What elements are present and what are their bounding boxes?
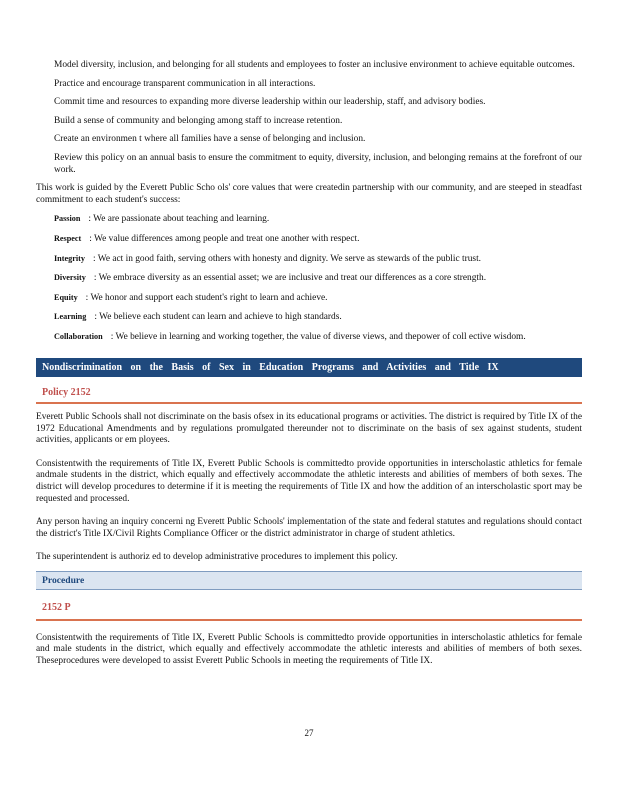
- page-number: 27: [304, 728, 314, 738]
- core-values-list: [36, 213, 582, 343]
- value-name: Equity: [54, 292, 78, 302]
- value-text: : We embrace diversity as an essential asset; we are inclusive and treat our differences as a core strength.: [93, 273, 487, 284]
- value-name: Passion: [54, 214, 81, 224]
- list-item-text: Commit time and resources to expanding more diverse leadership within our leadership, staff, and advisory bodies.: [54, 97, 486, 108]
- list-item: [36, 79, 582, 91]
- list-item: [36, 233, 582, 246]
- document-page: [36, 60, 582, 674]
- bullet-icon: [36, 134, 54, 146]
- bullet-icon: [36, 116, 54, 128]
- list-item: [36, 116, 582, 128]
- list-item: [36, 97, 582, 109]
- value-name: Integrity: [54, 253, 85, 263]
- value-name: Diversity: [54, 273, 86, 283]
- procedure-number: 2152 P: [36, 600, 582, 621]
- list-item-text: Practice and encourage transparent communication in all interactions.: [54, 78, 316, 89]
- section-title-banner: Nondiscrimination on the Basis of Sex in Education Programs and Activities and Title IX: [36, 358, 582, 377]
- bullet-icon: [36, 213, 54, 226]
- policy-paragraph: Any person having an inquiry concerni ng Everett Public Schools' implementation of the state and federal statutes and regulations should contact the district's Title IX/Civil Rights Compliance Officer or the district administrator in charge of student athletics.: [36, 517, 582, 539]
- bullet-icon: [36, 79, 54, 91]
- policy-paragraph: The superintendent is authoriz ed to develop administrative procedures to implement this policy.: [36, 552, 398, 563]
- bullet-icon: [36, 331, 54, 344]
- value-name: Collaboration: [54, 331, 103, 341]
- bullet-icon: [36, 97, 54, 109]
- list-item: [36, 292, 582, 305]
- value-text: : We believe in learning and working together, the value of diverse views, and thepower of coll ective wisdom.: [110, 331, 526, 342]
- value-text: : We honor and support each student's right to learn and achieve.: [85, 292, 328, 303]
- policy-label: Policy 2152: [36, 383, 582, 405]
- list-item: [36, 331, 582, 344]
- list-item: [36, 60, 582, 72]
- list-item: [36, 311, 582, 324]
- value-name: Respect: [54, 233, 82, 243]
- bullet-icon: [36, 272, 54, 285]
- intro-bullet-list: [36, 60, 582, 176]
- value-text: : We value differences among people and treat one another with respect.: [89, 233, 360, 244]
- list-item: [36, 134, 582, 146]
- value-text: : We are passionate about teaching and learning.: [88, 214, 270, 225]
- policy-paragraph: Consistentwith the requirements of Title IX, Everett Public Schools is committedto provide opportunities in interscholastic athletics for female andmale students in the district, which equally and effectively accommodate the athletic interests and abilities of members of both sexes. The district will develop procedures to determine if it is meeting the requirements of Title IX and how the addition of an interscholastic sport may be requested and processed.: [36, 458, 582, 504]
- list-item-text: Model diversity, inclusion, and belonging for all students and employees to foster an inclusive environment to achieve equitable outcomes.: [54, 60, 575, 70]
- list-item: [36, 153, 582, 176]
- bullet-icon: [36, 292, 54, 305]
- list-item-text: Review this policy on an annual basis to ensure the commitment to equity, diversity, inclusion, and belonging remains at the forefront of our work.: [54, 152, 582, 175]
- procedure-header: Procedure: [36, 571, 582, 590]
- procedure-paragraph: Consistentwith the requirements of Title IX, Everett Public Schools is committedto provide opportunities in interscholastic athletics for female and male students in the district, which equally and effectively accommodate the athletic interests and abilities of members of both sexes. Theseprocedures were developed to assist Everett Public Schools in meeting the requirements of Title IX.: [36, 632, 582, 666]
- policy-paragraph: Everett Public Schools shall not discriminate on the basis ofsex in its educational programs or activities. The district is required by Title IX of the 1972 Educational Amendments and by regulations promulgated thereunder not to discriminate on the basis of sex against students, student activities, applicants or em ployees.: [36, 412, 582, 446]
- values-intro: This work is guided by the Everett Public Scho ols' core values that were createdin partnership with our community, and are steeped in steadfast commitment to each student's success:: [36, 183, 582, 205]
- bullet-icon: [36, 253, 54, 266]
- value-text: : We act in good faith, serving others with honesty and dignity. We serve as stewards of the public trust.: [92, 253, 482, 264]
- value-text: : We believe each student can learn and achieve to high standards.: [94, 312, 342, 323]
- list-item-text: Build a sense of community and belonging among staff to increase retention.: [54, 115, 343, 126]
- list-item: [36, 253, 582, 266]
- list-item: [36, 272, 582, 285]
- bullet-icon: [36, 153, 54, 176]
- bullet-icon: [36, 233, 54, 246]
- list-item-text: Create an environmen t where all families have a sense of belonging and inclusion.: [54, 134, 366, 145]
- bullet-icon: [36, 60, 54, 72]
- value-name: Learning: [54, 312, 87, 322]
- list-item: [36, 213, 582, 226]
- bullet-icon: [36, 311, 54, 324]
